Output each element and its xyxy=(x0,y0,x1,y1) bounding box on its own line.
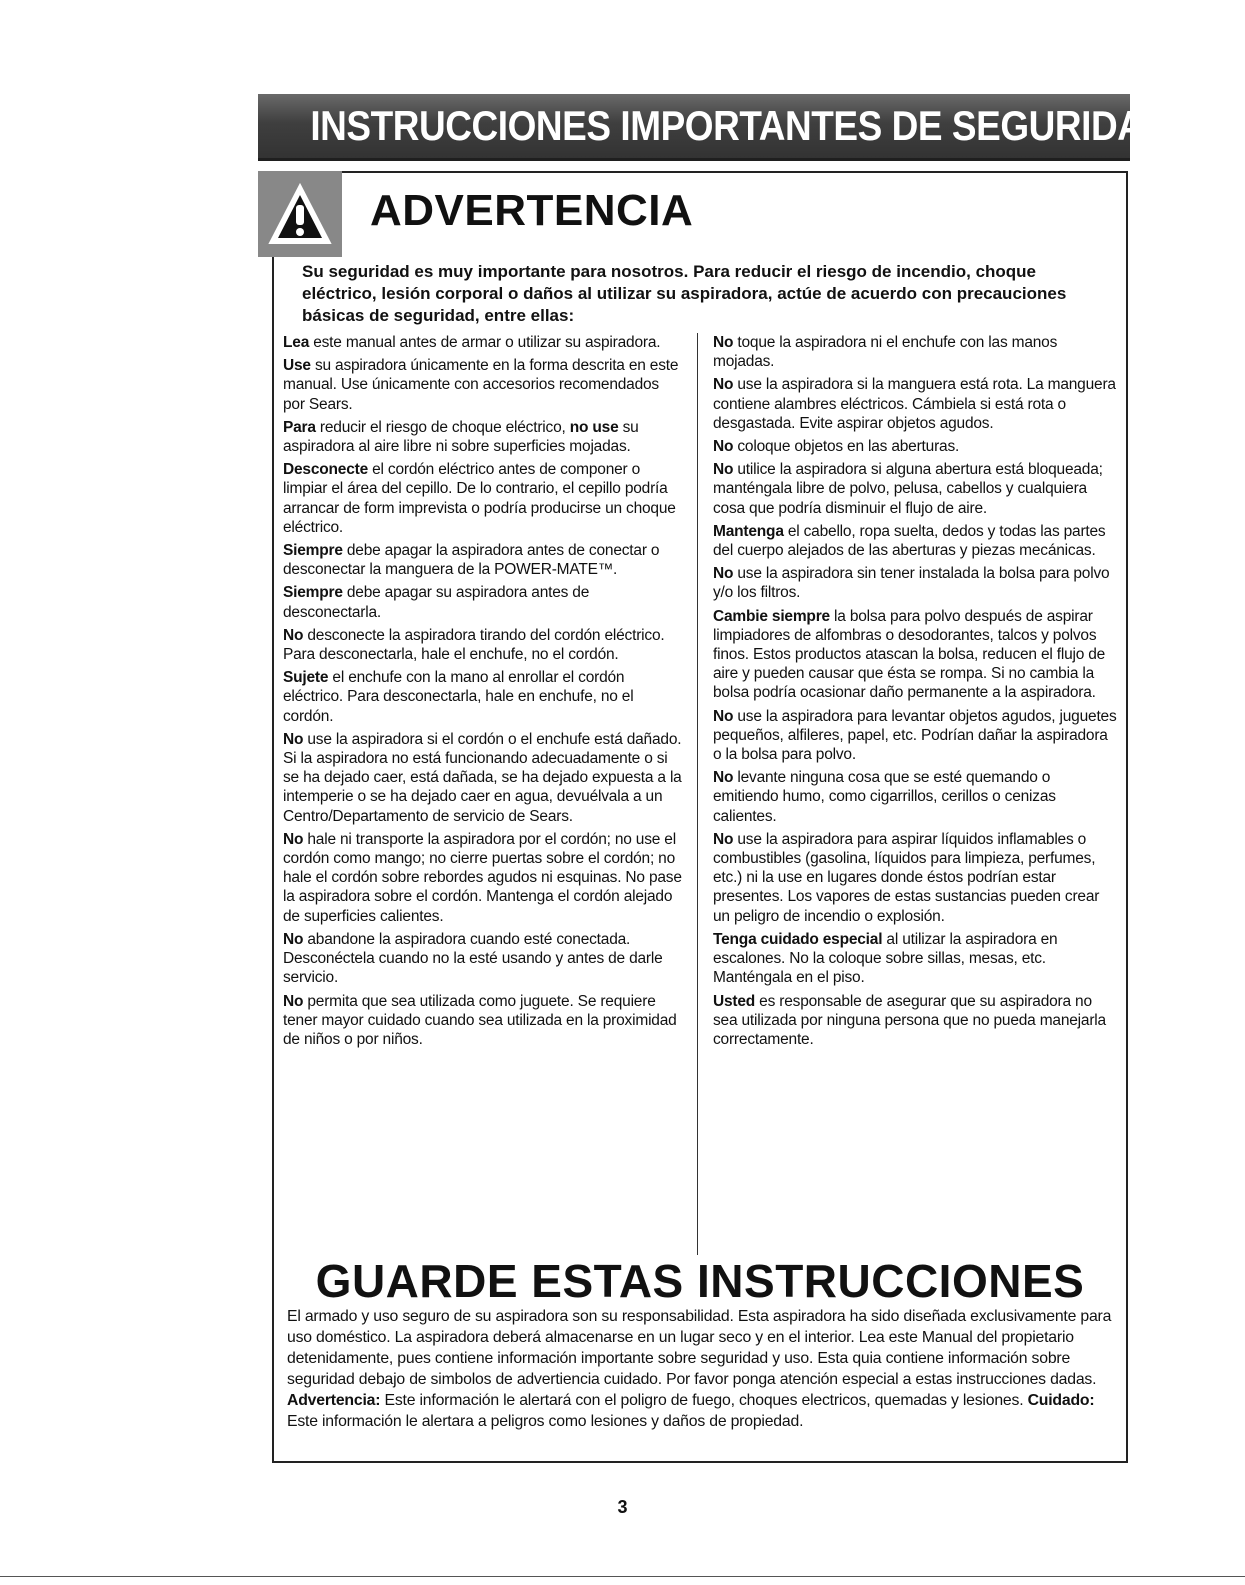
warning-icon-block xyxy=(258,171,342,257)
safety-item: No use la aspiradora sin tener instalada la bolsa para polvo y/o los filtros. xyxy=(713,565,1110,602)
safety-item: No hale ni transporte la aspiradora por el cordón; no use el cordón como mango; no cierre puertas sobre el cordón; no hale el cordón sobre rebordes agudos ni esquinas. No pase la aspiradora sobre el cordón. Mantenga el cordón alejado de superficies calientes. xyxy=(283,830,682,925)
safety-item: No abandone la aspiradora cuando esté conectada. Desconéctela cuando no la esté usando y antes de darle servicio. xyxy=(283,930,663,987)
safety-item: Cambie siempre la bolsa para polvo después de aspirar limpiadores de alfombras o desodorantes, talcos y polvos finos. Estos productos atascan la bolsa, reducen el flujo de aire y pueden causar que ésta se rompa. Si no cambia la bolsa podría ocasionar daño permanente a la aspiradora. xyxy=(713,607,1106,702)
safety-item: No use la aspiradora para aspirar líquidos inflamables o combustibles (gasolina, líquidos para limpieza, perfumes, etc.) ni la use en lugares donde éstos podrían estar presentes. Los vapores de estas sustancias pueden crear un peligro de incendio o explosión. xyxy=(713,830,1100,925)
safety-item: Usted es responsable de asegurar que su aspiradora no sea utilizada por ninguna persona que no pueda manejarla correctamente. xyxy=(713,992,1106,1048)
safety-item: Lea este manual antes de armar o utilizar su aspiradora. xyxy=(283,334,661,351)
safety-item: Sujete el enchufe con la mano al enrollar el cordón eléctrico. Para desconectarla, hale en enchufe, no el cordón. xyxy=(283,669,634,725)
safety-item: Siempre debe apagar su aspiradora antes de desconectarla. xyxy=(283,584,590,621)
safety-item: Mantenga el cabello, ropa suelta, dedos y todas las partes del cuerpo alejados de las aberturas y piezas mecánicas. xyxy=(713,522,1106,560)
intro-line-2: eléctrico, lesión corporal o daños al utilizar su aspiradora, actúe de acuerdo con precauciones xyxy=(302,284,1067,303)
bottom-rule xyxy=(0,1576,1245,1577)
safety-item: Siempre debe apagar la aspiradora antes de conectar o desconectar la manguera de la POWER-MATE™. xyxy=(283,542,660,579)
safety-item: Tenga cuidado especial al utilizar la aspiradora en escalones. No la coloque sobre sillas, mesas, etc. Manténgala en el piso. xyxy=(713,930,1058,987)
page-number: 3 xyxy=(617,1497,628,1517)
intro-line-1: Su seguridad es muy importante para nosotros. Para reducir el riesgo de incendio, choque xyxy=(302,262,1037,281)
warning-title: ADVERTENCIA xyxy=(370,186,694,235)
safety-banner xyxy=(258,94,1170,161)
warning-intro xyxy=(302,261,1102,327)
save-instructions-heading: GUARDE ESTAS INSTRUCCIONES xyxy=(315,1255,1085,1307)
safety-item: No coloque objetos en las aberturas. xyxy=(713,438,960,456)
safety-item: No levante ninguna cosa que se esté quemando o emitiendo humo, como cigarrillos, cerillos o cenizas calientes. xyxy=(713,769,1056,825)
safety-item: No use la aspiradora si el cordón o el enchufe está dañado. Si la aspiradora no está funcionando adecuadamente o si se ha dejado caer, está dañada, se ha dejado expuesta a la intemperie o se ha dejado caer en agua, devuélvala a un Centro/Departamento de servicio de Sears. xyxy=(283,730,682,825)
left-column xyxy=(283,333,683,1053)
intro-line-3: básicas de seguridad, entre ellas: xyxy=(302,306,575,325)
safety-item: No desconecte la aspiradora tirando del cordón eléctrico. Para desconectarla, hale el enchufe, no el cordón. xyxy=(283,626,665,664)
banner-title: INSTRUCCIONES IMPORTANTES DE SEGURIDAD xyxy=(310,102,1170,149)
safety-item: No permita que sea utilizada como juguete. Se requiere tener mayor cuidado cuando sea utilizada en la proximidad de niños o por niños. xyxy=(283,992,677,1048)
safety-item: Para reducir el riesgo de choque eléctrico, no use su aspiradora al aire libre ni sobre superficies mojadas. xyxy=(283,418,639,456)
column-divider xyxy=(697,333,698,1255)
safety-item: No use la aspiradora si la manguera está rota. La manguera contiene alambres eléctricos. Cámbiela si está rota o desgastada. Evite aspirar objetos agudos. xyxy=(713,376,1116,432)
safety-item: Desconecte el cordón eléctrico antes de componer o limpiar el área del cepillo. De lo contrario, el cepillo podría arrancar de form imprevista o podría producirse un choque eléctrico. xyxy=(283,461,676,536)
safety-item: No toque la aspiradora ni el enchufe con las manos mojadas. xyxy=(713,334,1058,371)
safety-item: No utilice la aspiradora si alguna abertura está bloqueada; manténgala libre de polvo, pelusa, cabellos y cualquiera cosa que podría disminuir el flujo de aire. xyxy=(713,461,1103,517)
closing-paragraph: El armado y uso seguro de su aspiradora son su responsabilidad. Esta aspiradora ha sido diseñada exclusivamente para uso doméstico. La aspiradora deberá almacenarse en un lugar seco y en el interior. Lea este Manual del propietario detenidamente, pues contiene información importante sobre seguridad y uso. Esta quia contiene información sobre seguridad debajo de simbolos de advertiencia cuidado. Por favor ponga atención especial a estas instrucciones dadas. Advertencia: Este información le alertará con el poligro de fuego, choques electricos, quemadas y lesiones. Cuidado: Este información le alertara a peligros como lesiones y daños de propiedad. xyxy=(287,1308,1112,1430)
safety-item: No use la aspiradora para levantar objetos agudos, juguetes pequeños, alfileres, papel, etc. Podrían dañar la aspiradora o la bolsa para polvo. xyxy=(713,707,1117,764)
right-column xyxy=(713,333,1117,1053)
safety-item: Use su aspiradora únicamente en la forma descrita en este manual. Use únicamente con accesorios recomendados por Sears. xyxy=(283,357,679,413)
warning-triangle-icon xyxy=(266,181,334,247)
